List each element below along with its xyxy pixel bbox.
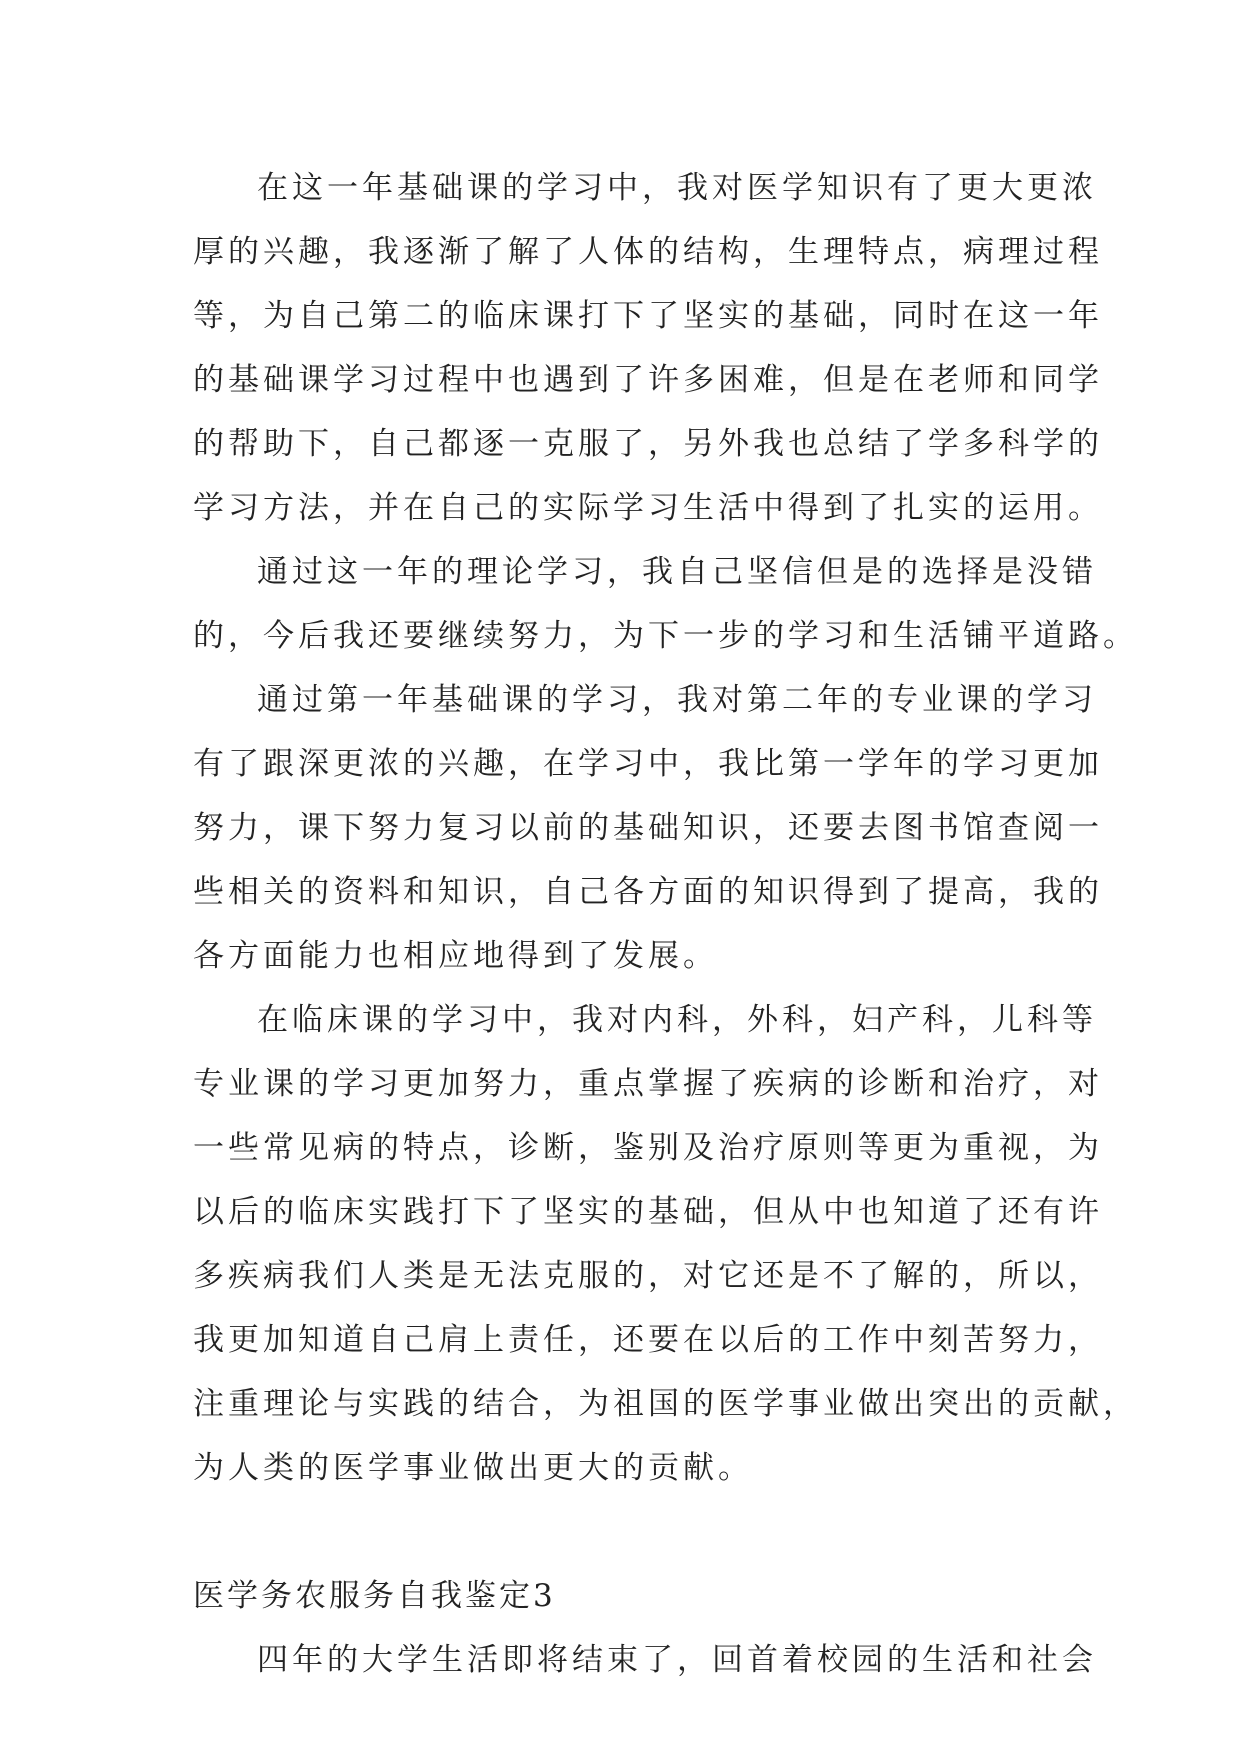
paragraph-line: 的基础课学习过程中也遇到了许多困难，但是在老师和同学 <box>193 362 1103 398</box>
paragraph-4 <box>193 988 1138 1500</box>
paragraph-3 <box>193 668 1103 988</box>
closing-paragraph <box>193 1628 1097 1692</box>
paragraph-line: 多疾病我们人类是无法克服的，对它还是不了解的，所以， <box>193 1258 1103 1294</box>
paragraph-line: 注重理论与实践的结合，为祖国的医学事业做出突出的贡献， <box>193 1386 1138 1422</box>
section-spacer <box>193 1500 1055 1564</box>
paragraph-line: 为人类的医学事业做出更大的贡献。 <box>193 1450 753 1486</box>
paragraph-line: 一些常见病的特点，诊断，鉴别及治疗原则等更为重视，为 <box>193 1130 1103 1166</box>
paragraph-line: 四年的大学生活即将结束了，回首着校园的生活和社会 <box>257 1642 1097 1678</box>
paragraph-2 <box>193 540 1138 668</box>
paragraph-1 <box>193 156 1103 540</box>
paragraph-line: 厚的兴趣，我逐渐了解了人体的结构，生理特点，病理过程 <box>193 234 1103 270</box>
paragraph-line: 有了跟深更浓的兴趣，在学习中，我比第一学年的学习更加 <box>193 746 1103 782</box>
paragraph-line: 在这一年基础课的学习中，我对医学知识有了更大更浓 <box>257 170 1097 206</box>
paragraph-line: 学习方法，并在自己的实际学习生活中得到了扎实的运用。 <box>193 490 1103 526</box>
paragraph-line: 通过第一年基础课的学习，我对第二年的专业课的学习 <box>257 682 1097 718</box>
paragraph-line: 等，为自己第二的临床课打下了坚实的基础，同时在这一年 <box>193 298 1103 334</box>
document-page <box>193 156 1138 1692</box>
paragraph-line: 在临床课的学习中，我对内科，外科，妇产科，儿科等 <box>257 1002 1097 1038</box>
paragraph-line: 我更加知道自己肩上责任，还要在以后的工作中刻苦努力， <box>193 1322 1103 1358</box>
paragraph-line: 通过这一年的理论学习，我自己坚信但是的选择是没错 <box>257 554 1097 590</box>
section-heading: 医学务农服务自我鉴定3 <box>193 1578 556 1614</box>
paragraph-line: 的，今后我还要继续努力，为下一步的学习和生活铺平道路。 <box>193 618 1138 654</box>
paragraph-line: 努力，课下努力复习以前的基础知识，还要去图书馆查阅一 <box>193 810 1103 846</box>
paragraph-line: 各方面能力也相应地得到了发展。 <box>193 938 718 974</box>
paragraph-line: 专业课的学习更加努力，重点掌握了疾病的诊断和治疗，对 <box>193 1066 1103 1102</box>
paragraph-line: 些相关的资料和知识，自己各方面的知识得到了提高，我的 <box>193 874 1103 910</box>
paragraph-line: 的帮助下，自己都逐一克服了，另外我也总结了学多科学的 <box>193 426 1103 462</box>
paragraph-line: 以后的临床实践打下了坚实的基础，但从中也知道了还有许 <box>193 1194 1103 1230</box>
